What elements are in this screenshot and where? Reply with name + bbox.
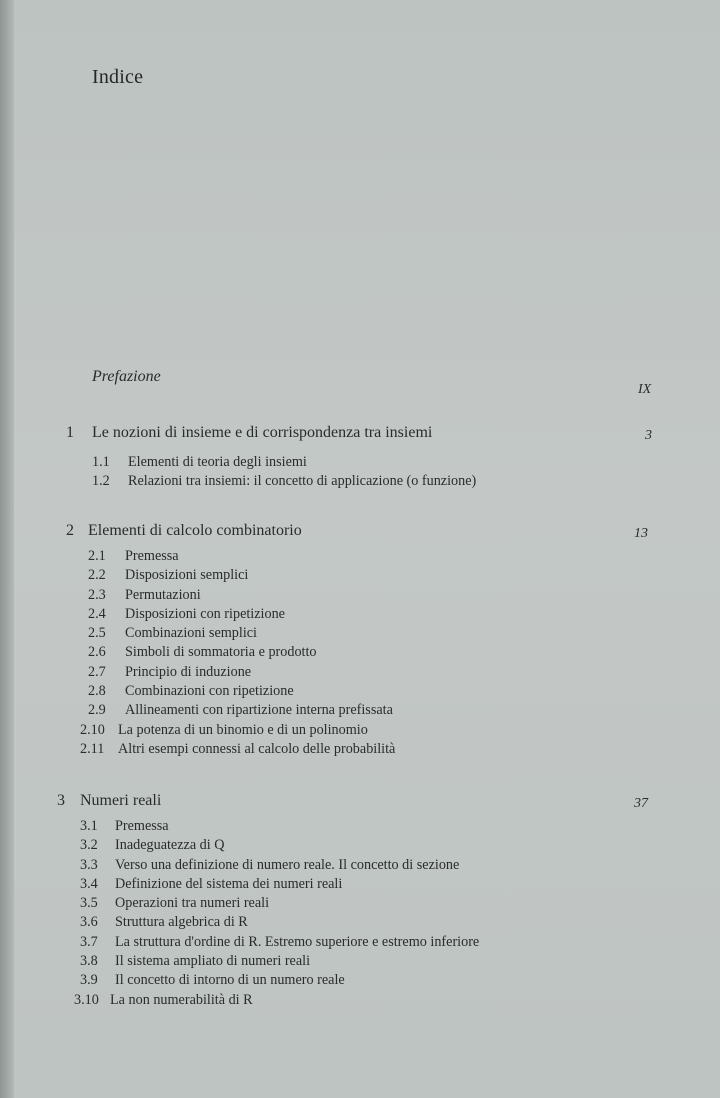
section-entry	[0, 972, 720, 991]
section-title: Il sistema ampliato di numeri reali	[115, 953, 311, 970]
section-title: Disposizioni semplici	[125, 567, 249, 584]
section-title: Principio di induzione	[125, 663, 252, 680]
section-entry	[0, 722, 720, 741]
section-entry	[0, 683, 720, 702]
section-entry	[0, 992, 720, 1011]
section-entry	[0, 837, 720, 856]
chapter-number: 3	[57, 792, 65, 809]
section-number: 1.2	[92, 473, 110, 490]
section-list	[0, 548, 720, 760]
section-entry	[0, 741, 720, 760]
section-title: La potenza di un binomio e di un polinomio	[118, 721, 368, 738]
section-number: 2.11	[80, 740, 105, 757]
section-title: Premessa	[125, 548, 179, 564]
section-title: Combinazioni con ripetizione	[125, 683, 294, 700]
section-title: Relazioni tra insiemi: il concetto di applicazione (o funzione)	[128, 473, 477, 490]
section-title: Elementi di teoria degli insiemi	[128, 454, 307, 470]
section-number: 2.3	[88, 586, 106, 603]
section-entry	[0, 934, 720, 953]
section-title: La non numerabilità di R	[110, 991, 253, 1008]
section-entry	[0, 702, 720, 721]
preface-entry	[92, 368, 662, 398]
chapter-title: Le nozioni di insieme e di corrispondenza tra insiemi	[92, 424, 433, 441]
chapter-number: 1	[66, 424, 74, 441]
section-number: 1.1	[92, 454, 110, 470]
chapter-number: 2	[66, 522, 74, 539]
section-title: Altri esempi connessi al calcolo delle probabilità	[118, 740, 396, 757]
chapter-3	[0, 792, 720, 1009]
section-number: 3.1	[80, 818, 98, 834]
section-number: 2.6	[88, 644, 106, 661]
section-list	[0, 454, 720, 493]
section-title: Definizione del sistema dei numeri reali	[115, 875, 343, 892]
section-title: Allineamenti con ripartizione interna prefissata	[125, 702, 393, 719]
chapter-heading	[0, 792, 720, 816]
section-entry	[0, 876, 720, 895]
section-number: 3.6	[80, 914, 98, 931]
section-title: Inadeguatezza di Q	[115, 837, 225, 854]
section-entry	[0, 606, 720, 625]
chapter-page-number: 13	[634, 526, 648, 541]
section-number: 2.7	[88, 663, 106, 680]
preface-label: Prefazione	[92, 368, 161, 385]
chapter-heading	[0, 424, 720, 448]
section-entry	[0, 953, 720, 972]
section-entry	[0, 548, 720, 567]
section-title: Premessa	[115, 818, 169, 834]
section-entry	[0, 587, 720, 606]
section-entry	[0, 567, 720, 586]
section-number: 3.7	[80, 933, 98, 950]
section-title: Operazioni tra numeri reali	[115, 895, 270, 912]
preface-page-number: IX	[638, 382, 652, 397]
chapter-title: Elementi di calcolo combinatorio	[88, 522, 302, 539]
section-title: Combinazioni semplici	[125, 625, 258, 642]
chapter-page-number: 37	[634, 796, 648, 811]
page-title: Indice	[92, 66, 144, 88]
section-list	[0, 818, 720, 1011]
chapter-heading	[0, 522, 720, 546]
chapter-1	[0, 424, 720, 490]
section-title: Struttura algebrica di R	[115, 914, 248, 931]
section-entry	[0, 664, 720, 683]
chapter-2	[0, 522, 720, 758]
section-entry	[0, 857, 720, 876]
section-entry	[0, 818, 720, 837]
section-number: 3.9	[80, 972, 98, 989]
section-entry	[0, 644, 720, 663]
section-title: La struttura d'ordine di R. Estremo superiore e estremo inferiore	[115, 933, 480, 950]
chapter-title: Numeri reali	[80, 792, 162, 809]
section-number: 2.4	[88, 605, 106, 622]
section-title: Permutazioni	[125, 586, 201, 603]
section-title: Simboli di sommatoria e prodotto	[125, 644, 317, 661]
section-number: 2.9	[88, 702, 106, 719]
section-title: Il concetto di intorno di un numero reale	[115, 972, 345, 989]
section-number: 3.5	[80, 895, 98, 912]
section-entry	[0, 454, 720, 473]
section-number: 3.4	[80, 875, 98, 892]
section-entry	[0, 914, 720, 933]
section-number: 3.2	[80, 837, 98, 854]
chapter-page-number: 3	[645, 428, 652, 443]
section-number: 3.3	[80, 856, 98, 873]
section-number: 2.8	[88, 683, 106, 700]
section-number: 3.10	[74, 991, 99, 1008]
section-number: 3.8	[80, 953, 98, 970]
section-number: 2.10	[80, 721, 105, 738]
section-entry	[0, 625, 720, 644]
section-number: 2.2	[88, 567, 106, 584]
section-number: 2.5	[88, 625, 106, 642]
section-entry	[0, 895, 720, 914]
section-title: Disposizioni con ripetizione	[125, 605, 285, 622]
section-entry	[0, 473, 720, 492]
section-number: 2.1	[88, 548, 106, 564]
section-title: Verso una definizione di numero reale. Il concetto di sezione	[115, 856, 460, 873]
